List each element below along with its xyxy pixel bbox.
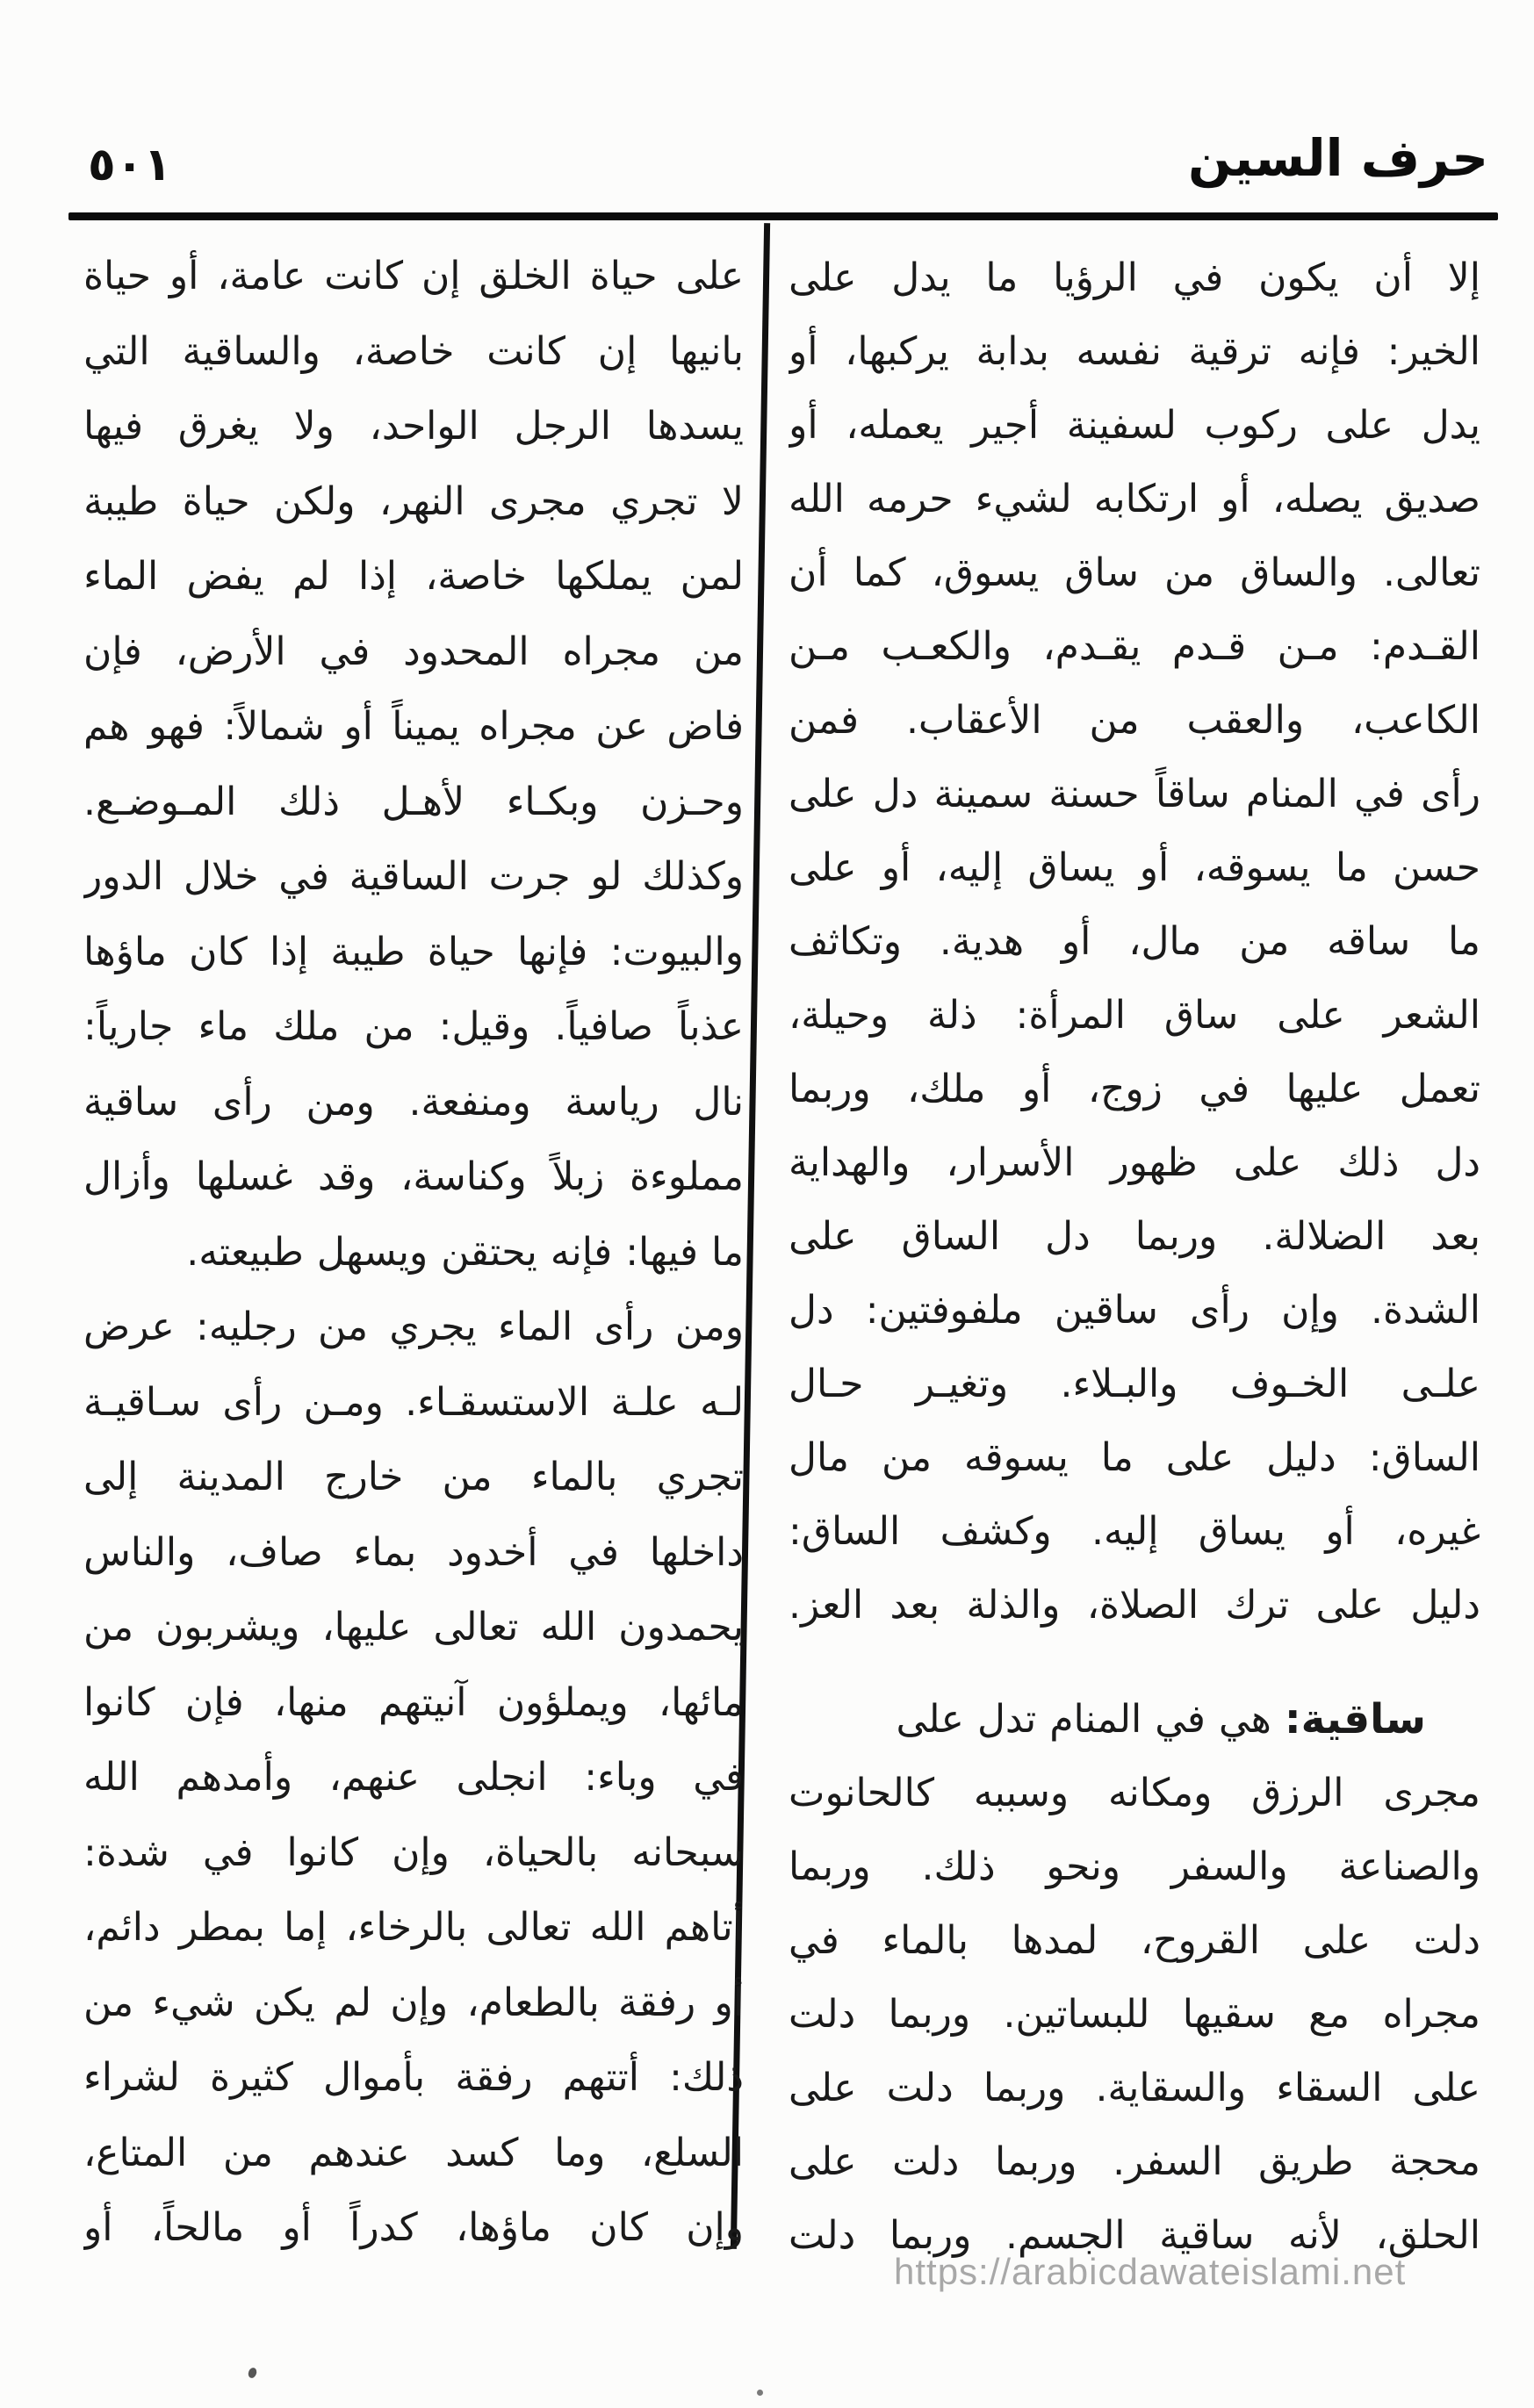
text-line: من مجراه المحدود في الأرض، فإن [83, 629, 744, 674]
page-number: ٥٠١ [88, 139, 172, 191]
text-line: دلت على القروح، لمدها بالماء في [789, 1917, 1480, 1963]
text-line: لمن يملكها خاصة، إذا لم يفض الماء [83, 554, 744, 600]
saq-interpretation-paragraph [789, 241, 1480, 1642]
text-line: السلع، وما كسد عندهم من المتاع، [83, 2130, 744, 2175]
text-line: مجراه مع سقيها للبساتين. وربما دلت [789, 1991, 1480, 2037]
text-line: تعالى. والساق من ساق يسوق، كما أن [789, 550, 1480, 595]
chapter-title: حرف السين [1188, 128, 1488, 188]
text-line: ساقية: هي في المنام تدل على [896, 1694, 1426, 1743]
text-line: وحـزن وبكـاء لأهـل ذلك المـوضـع. [83, 779, 744, 824]
text-line: أو رفقة بالطعام، وإن لم يكن شيء من [83, 1980, 744, 2025]
text-line: مائها، ويملؤون آنيتهم منها، فإن كانوا [83, 1679, 744, 1725]
text-line: صديق يصله، أو ارتكابه لشيء حرمه الله [789, 476, 1480, 521]
left-column [83, 239, 744, 2266]
text-line: لـه علـة الاستسقـاء. ومـن رأى سـاقيـة [83, 1379, 744, 1425]
text-line: تجري بالماء من خارج المدينة إلى [83, 1455, 744, 1500]
text-line: على السقاء والسقاية. وربما دلت على [789, 2065, 1480, 2110]
text-line: أتاهم الله تعالى بالرخاء، إما بمطر دائم، [83, 1905, 744, 1951]
text-line: القـدم: مـن قـدم يقـدم، والكعـب مـن [789, 623, 1480, 669]
header-rule [68, 212, 1498, 220]
text-line: مجرى الرزق ومكانه وسببه كالحانوت [789, 1770, 1480, 1815]
text-line: ما فيها: فإنه يحتقن ويسهل طبيعته. [186, 1229, 744, 1275]
text-line: والصناعة والسفر ونحو ذلك. وربما [789, 1844, 1480, 1889]
text-line: عذباً صافياً. وقيل: من ملك ماء جارياً: [83, 1004, 744, 1050]
text-line: رأى في المنام ساقاً حسنة سمينة دل على [789, 771, 1480, 816]
text-line: الشعر على ساق المرأة: ذلة وحيلة، [789, 992, 1480, 1038]
text-line: دليل على ترك الصلاة، والذلة بعد العز. [789, 1582, 1480, 1628]
text-line: الحلق، لأنه ساقية الجسم. وربما دلت [789, 2212, 1480, 2258]
watermark-url: https://arabicdawateislami.net [894, 2251, 1407, 2292]
text-line: في وباء: انجلى عنهم، وأمدهم الله [83, 1755, 744, 1801]
text-line: الكاعب، والعقب من الأعقاب. فمن [789, 697, 1480, 743]
text-line: ومن رأى الماء يجري من رجليه: عرض [83, 1305, 744, 1350]
text-line: غيره، أو يساق إليه. وكشف الساق: [789, 1508, 1480, 1554]
text-line: يسدها الرجل الواحد، ولا يغرق فيها [83, 404, 744, 449]
saqiya-entry-paragraph [789, 1682, 1480, 2272]
text-line: بعد الضلالة. وربما دل الساق على [789, 1213, 1480, 1259]
right-column [789, 241, 1480, 2272]
text-line: الساق: دليل على ما يسوقه من مال [789, 1434, 1480, 1480]
text-line: نال رياسة ومنفعة. ومن رأى ساقية [83, 1079, 744, 1125]
text-line: وإن كان ماؤها، كدراً أو مالحاً، أو [83, 2205, 744, 2251]
text-line: يحمدون الله تعالى عليها، ويشربون من [83, 1605, 744, 1650]
text-line: سبحانه بالحياة، وإن كانوا في شدة: [83, 1829, 744, 1875]
text-line: ما ساقه من مال، أو هدية. وتكاثف [789, 918, 1480, 964]
text-line: الشدة. وإن رأى ساقين ملفوفتين: دل [789, 1287, 1480, 1333]
text-line: على حياة الخلق إن كانت عامة، أو حياة [83, 254, 744, 299]
text-line: علـى الخـوف والبـلاء. وتغيـر حـال [789, 1361, 1480, 1406]
text-line: دل ذلك على ظهور الأسرار، والهداية [789, 1139, 1480, 1185]
text-line: ذلك: أتتهم رفقة بأموال كثيرة لشراء [83, 2055, 744, 2101]
scan-speck [247, 2367, 258, 2379]
text-line: تعمل عليها في زوج، أو ملك، وربما [789, 1066, 1480, 1111]
text-line: إلا أن يكون في الرؤيا ما يدل على [789, 255, 1480, 300]
text-line: لا تجري مجرى النهر، ولكن حياة طيبة [83, 478, 744, 524]
text-line: داخلها في أخدود بماء صاف، والناس [83, 1529, 744, 1575]
text-line: فاض عن مجراه يميناً أو شمالاً: فهو هم [83, 704, 744, 750]
text-line: وكذلك لو جرت الساقية في خلال الدور [83, 854, 744, 900]
text-line: مملوءة زبلاً وكناسة، وقد غسلها وأزال [83, 1154, 744, 1200]
text-line: الخير: فإنه ترقية نفسه بدابة يركبها، أو [789, 328, 1480, 374]
text-line: والبيوت: فإنها حياة طيبة إذا كان ماؤها [83, 929, 744, 974]
text-line: بانيها إن كانت خاصة، والساقية التي [83, 328, 744, 374]
scan-speck [757, 2390, 763, 2396]
text-line: محجة طريق السفر. وربما دلت على [789, 2138, 1480, 2184]
text-line: حسن ما يسوقه، أو يساق إليه، أو على [789, 845, 1480, 890]
text-line: يدل على ركوب لسفينة أجير يعمله، أو [789, 402, 1480, 448]
